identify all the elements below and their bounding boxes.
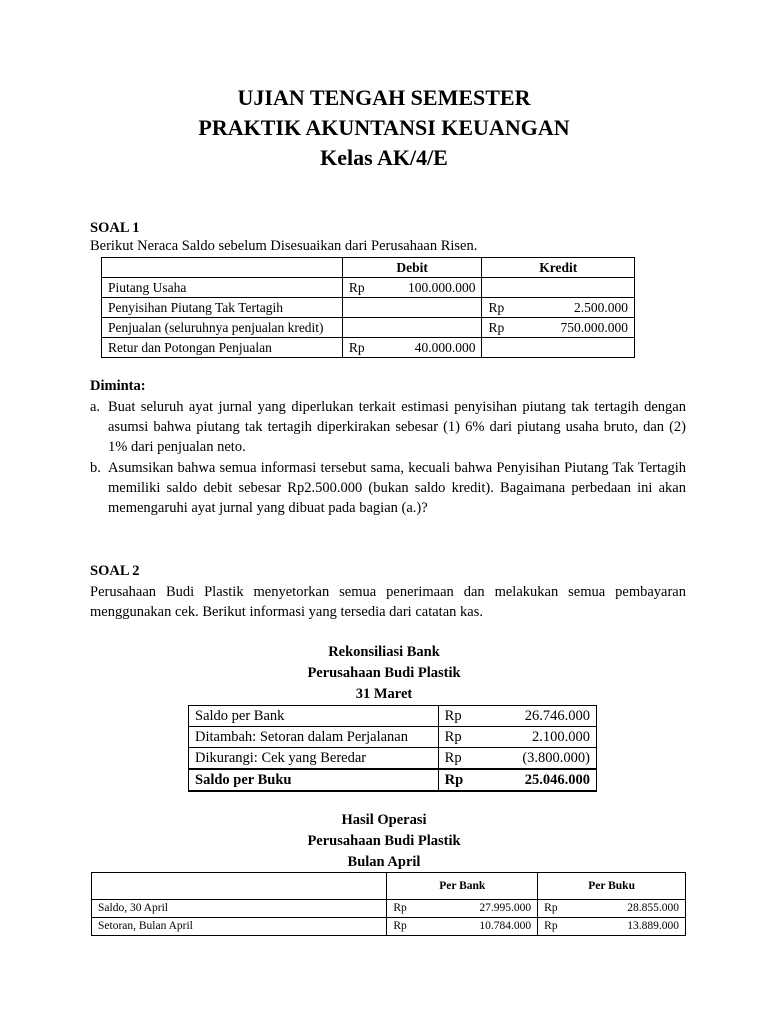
table-row bbox=[102, 278, 635, 298]
operations-label: Saldo, 30 April bbox=[92, 900, 387, 918]
operations-title bbox=[0, 810, 768, 873]
per-bank-header: Per Bank bbox=[387, 873, 538, 900]
list-item-text: Asumsikan bahwa semua informasi tersebut sama, kecuali bahwa Penyisihan Piutang Tak Tertagih memiliki saldo debit sebesar Rp2.500.000 (bukan saldo kredit). Bagaimana perbedaan ini akan memengaruhi ayat jurnal yang dibuat pada bagian (a.)? bbox=[108, 460, 686, 516]
account-label: Piutang Usaha bbox=[102, 278, 343, 298]
reconciliation-title-3: 31 Maret bbox=[355, 686, 413, 702]
table-row bbox=[102, 318, 635, 338]
reconciliation-title bbox=[0, 642, 768, 705]
debit-currency: Rp bbox=[342, 278, 390, 298]
operations-label: Setoran, Bulan April bbox=[92, 918, 387, 936]
table-row bbox=[102, 338, 635, 358]
operations-title-3: Bulan April bbox=[347, 854, 421, 870]
table-row bbox=[102, 298, 635, 318]
bank-currency: Rp bbox=[387, 918, 427, 936]
table-header-row bbox=[92, 873, 686, 900]
kredit-amount: 2.500.000 bbox=[530, 298, 635, 318]
recon-total-amount: 25.046.000 bbox=[494, 769, 597, 791]
reconciliation-title-2: Perusahaan Budi Plastik bbox=[307, 665, 461, 681]
table-row bbox=[189, 769, 597, 791]
trial-balance-table bbox=[101, 257, 635, 358]
kredit-amount: 750.000.000 bbox=[530, 318, 635, 338]
operations-title-2: Perusahaan Budi Plastik bbox=[307, 833, 461, 849]
buku-currency: Rp bbox=[538, 900, 578, 918]
table-header-cell bbox=[92, 873, 387, 900]
account-label: Penjualan (seluruhnya penjualan kredit) bbox=[102, 318, 343, 338]
soal2-heading: SOAL 2 bbox=[90, 563, 140, 579]
bank-amount: 10.784.000 bbox=[427, 918, 538, 936]
recon-total-label: Saldo per Buku bbox=[189, 769, 439, 791]
per-buku-header: Per Buku bbox=[538, 873, 686, 900]
account-label: Penyisihan Piutang Tak Tertagih bbox=[102, 298, 343, 318]
soal1-intro: Berikut Neraca Saldo sebelum Disesuaikan dari Perusahaan Risen. bbox=[90, 238, 478, 254]
table-row bbox=[189, 748, 597, 770]
table-row bbox=[92, 918, 686, 936]
debit-currency bbox=[342, 298, 390, 318]
recon-amount: (3.800.000) bbox=[494, 748, 597, 770]
class-title: Kelas AK/4/E bbox=[320, 145, 448, 170]
recon-currency: Rp bbox=[438, 706, 494, 727]
buku-amount: 13.889.000 bbox=[578, 918, 686, 936]
debit-amount: 40.000.000 bbox=[390, 338, 482, 358]
table-row bbox=[92, 900, 686, 918]
bank-currency: Rp bbox=[387, 900, 427, 918]
recon-total-currency: Rp bbox=[438, 769, 494, 791]
operations-table bbox=[91, 872, 686, 936]
debit-currency bbox=[342, 318, 390, 338]
table-header-cell bbox=[102, 258, 343, 278]
list-item-text: Buat seluruh ayat jurnal yang diperlukan terkait estimasi penyisihan piutang tak tertagih dengan asumsi bahwa piutang tak tertagih diperkirakan sebesar (1) 6% dari piutang usaha bruto, dan (2) 1% dari penjualan neto. bbox=[108, 399, 686, 455]
recon-currency: Rp bbox=[438, 727, 494, 748]
list-item bbox=[90, 458, 686, 518]
list-marker: a. bbox=[90, 399, 101, 415]
bank-amount: 27.995.000 bbox=[427, 900, 538, 918]
kredit-currency: Rp bbox=[482, 318, 530, 338]
recon-label: Saldo per Bank bbox=[189, 706, 439, 727]
list-item bbox=[90, 397, 686, 457]
course-title: PRAKTIK AKUNTANSI KEUANGAN bbox=[198, 115, 570, 140]
recon-amount: 26.746.000 bbox=[494, 706, 597, 727]
buku-currency: Rp bbox=[538, 918, 578, 936]
reconciliation-title-1: Rekonsiliasi Bank bbox=[328, 644, 440, 660]
kredit-currency: Rp bbox=[482, 298, 530, 318]
recon-label: Ditambah: Setoran dalam Perjalanan bbox=[189, 727, 439, 748]
recon-label: Dikurangi: Cek yang Beredar bbox=[189, 748, 439, 770]
soal1-heading: SOAL 1 bbox=[90, 220, 140, 236]
table-row bbox=[189, 706, 597, 727]
recon-amount: 2.100.000 bbox=[494, 727, 597, 748]
table-header-row bbox=[102, 258, 635, 278]
recon-currency: Rp bbox=[438, 748, 494, 770]
table-row bbox=[189, 727, 597, 748]
diminta-heading: Diminta: bbox=[90, 378, 146, 394]
operations-title-1: Hasil Operasi bbox=[341, 812, 427, 828]
soal2-intro: Perusahaan Budi Plastik menyetorkan semua penerimaan dan melakukan semua pembayaran menggunakan cek. Berikut informasi yang tersedia dari catatan kas. bbox=[90, 584, 686, 620]
debit-header: Debit bbox=[342, 258, 482, 278]
debit-currency: Rp bbox=[342, 338, 390, 358]
kredit-amount bbox=[530, 338, 635, 358]
kredit-header: Kredit bbox=[482, 258, 635, 278]
list-marker: b. bbox=[90, 460, 101, 476]
debit-amount bbox=[390, 318, 482, 338]
account-label: Retur dan Potongan Penjualan bbox=[102, 338, 343, 358]
kredit-currency bbox=[482, 278, 530, 298]
kredit-currency bbox=[482, 338, 530, 358]
exam-title: UJIAN TENGAH SEMESTER bbox=[237, 85, 531, 110]
debit-amount: 100.000.000 bbox=[390, 278, 482, 298]
kredit-amount bbox=[530, 278, 635, 298]
buku-amount: 28.855.000 bbox=[578, 900, 686, 918]
debit-amount bbox=[390, 298, 482, 318]
bank-reconciliation-table bbox=[188, 705, 597, 792]
